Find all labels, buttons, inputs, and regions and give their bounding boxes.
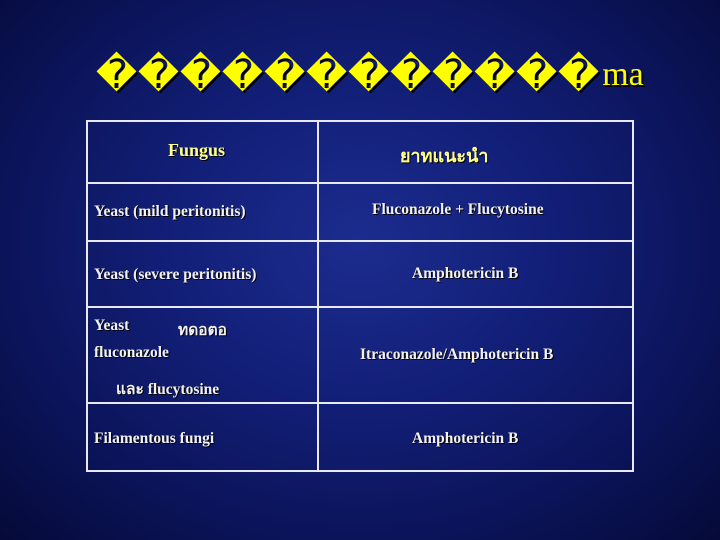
row-divider	[88, 182, 632, 184]
row-divider	[88, 240, 632, 242]
fungus-yeast-resistant-line2: fluconazole	[94, 344, 169, 361]
row-divider	[88, 402, 632, 404]
fungus-yeast-mild: Yeast (mild peritonitis)	[94, 203, 246, 220]
fungus-yeast-severe: Yeast (severe peritonitis)	[94, 266, 257, 283]
fungus-filamentous: Filamentous fungi	[94, 430, 215, 447]
row-divider	[88, 306, 632, 308]
drug-yeast-severe: Amphotericin B	[412, 265, 519, 282]
treatment-table	[86, 120, 634, 472]
slide-title-tail: ma	[602, 56, 644, 93]
header-fungus: Fungus	[168, 140, 226, 160]
column-divider	[317, 122, 319, 470]
header-recommended-drug: ยาทแนะนำ	[400, 146, 489, 166]
fungus-yeast-resistant-line3: และ flucytosine	[116, 381, 220, 398]
drug-yeast-mild: Fluconazole + Flucytosine	[372, 201, 544, 218]
slide-title	[96, 40, 720, 110]
slide-title-glyphs: ������������	[96, 52, 601, 98]
drug-filamentous: Amphotericin B	[412, 430, 519, 447]
drug-yeast-resistant: Itraconazole/Amphotericin B	[360, 346, 554, 363]
fungus-yeast-resistant-thai: ทดอตอ	[178, 322, 227, 339]
fungus-yeast-resistant-line1: Yeast	[94, 317, 130, 334]
